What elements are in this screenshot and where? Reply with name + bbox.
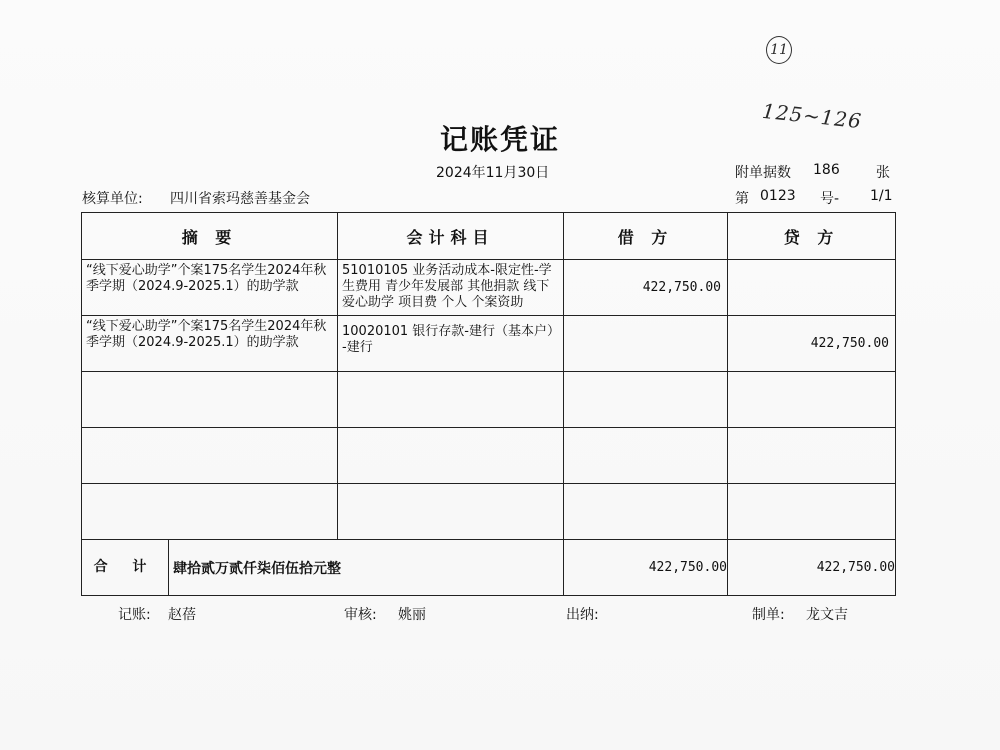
preparer-label: 制单:	[752, 607, 785, 623]
voucher-table	[81, 212, 896, 596]
handwritten-circled-number: 11	[766, 36, 792, 64]
org-name: 四川省索玛慈善基金会	[170, 191, 310, 207]
voucher-date: 2024年11月30日	[436, 165, 550, 181]
total-amount-in-words: 肆拾贰万贰仟柒佰伍拾元整	[173, 560, 341, 577]
row-account-cell	[338, 316, 564, 372]
total-credit: 422,750.00	[728, 540, 896, 596]
voucher-number-prefix: 第	[735, 191, 749, 207]
table-row	[82, 260, 896, 316]
row-summary-cell	[82, 260, 338, 316]
row-credit: 422,750.00	[810, 336, 889, 351]
preparer-name: 龙文吉	[806, 607, 848, 623]
row-summary-cell	[82, 316, 338, 372]
bookkeeper-label: 记账:	[118, 607, 151, 623]
total-label-cell	[82, 540, 564, 596]
table-row-empty	[82, 428, 896, 484]
table-row-empty	[82, 372, 896, 428]
row-account-cell	[338, 372, 564, 428]
row-credit-cell	[728, 316, 896, 372]
row-debit-cell	[564, 316, 728, 372]
row-credit-cell	[728, 428, 896, 484]
row-summary-cell	[82, 372, 338, 428]
row-credit-cell	[728, 484, 896, 540]
row-account: 10020101 银行存款-建行（基本户）-建行	[342, 324, 554, 355]
voucher-page-count: 1/1	[870, 188, 893, 204]
org-label: 核算单位:	[82, 191, 143, 207]
row-account-cell	[338, 484, 564, 540]
attachments-count: 186	[813, 162, 840, 178]
row-debit: 422,750.00	[642, 280, 721, 295]
row-credit	[728, 260, 895, 280]
cashier-label: 出纳:	[566, 607, 599, 623]
table-row	[82, 316, 896, 372]
table-header-row	[82, 213, 896, 260]
voucher-number: 0123	[760, 188, 796, 204]
reviewer-label: 审核:	[344, 607, 377, 623]
reviewer-name: 姚丽	[398, 607, 426, 623]
header-summary: 摘 要	[82, 213, 338, 260]
row-debit	[564, 316, 727, 336]
total-label: 合 计	[82, 540, 169, 595]
row-account-cell	[338, 428, 564, 484]
row-account: 51010105 业务活动成本-限定性-学生费用 青少年发展部 其他捐款 线下爱心助学 项目费 个人 个案资助	[342, 263, 552, 310]
row-credit-cell	[728, 372, 896, 428]
bookkeeper-name: 赵蓓	[168, 607, 196, 623]
total-row	[82, 540, 896, 596]
row-debit-cell	[564, 260, 728, 316]
row-summary: “线下爱心助学”个案175名学生2024年秋季学期（2024.9-2025.1）的助学款	[86, 319, 327, 350]
header-account: 会计科目	[338, 213, 564, 260]
total-debit: 422,750.00	[564, 540, 728, 596]
row-debit-cell	[564, 372, 728, 428]
row-account-cell	[338, 260, 564, 316]
handwritten-page-range: 125~126	[761, 98, 864, 134]
voucher-number-suffix: 号-	[820, 191, 840, 207]
attachments-unit: 张	[876, 165, 890, 181]
table-row-empty	[82, 484, 896, 540]
row-summary: “线下爱心助学”个案175名学生2024年秋季学期（2024.9-2025.1）的助学款	[86, 263, 327, 294]
row-debit-cell	[564, 428, 728, 484]
voucher-title: 记账凭证	[439, 123, 560, 156]
attachments-label: 附单据数	[735, 165, 791, 181]
row-summary-cell	[82, 484, 338, 540]
header-credit: 贷 方	[728, 213, 896, 260]
row-debit-cell	[564, 484, 728, 540]
row-credit-cell	[728, 260, 896, 316]
header-debit: 借 方	[564, 213, 728, 260]
row-summary-cell	[82, 428, 338, 484]
